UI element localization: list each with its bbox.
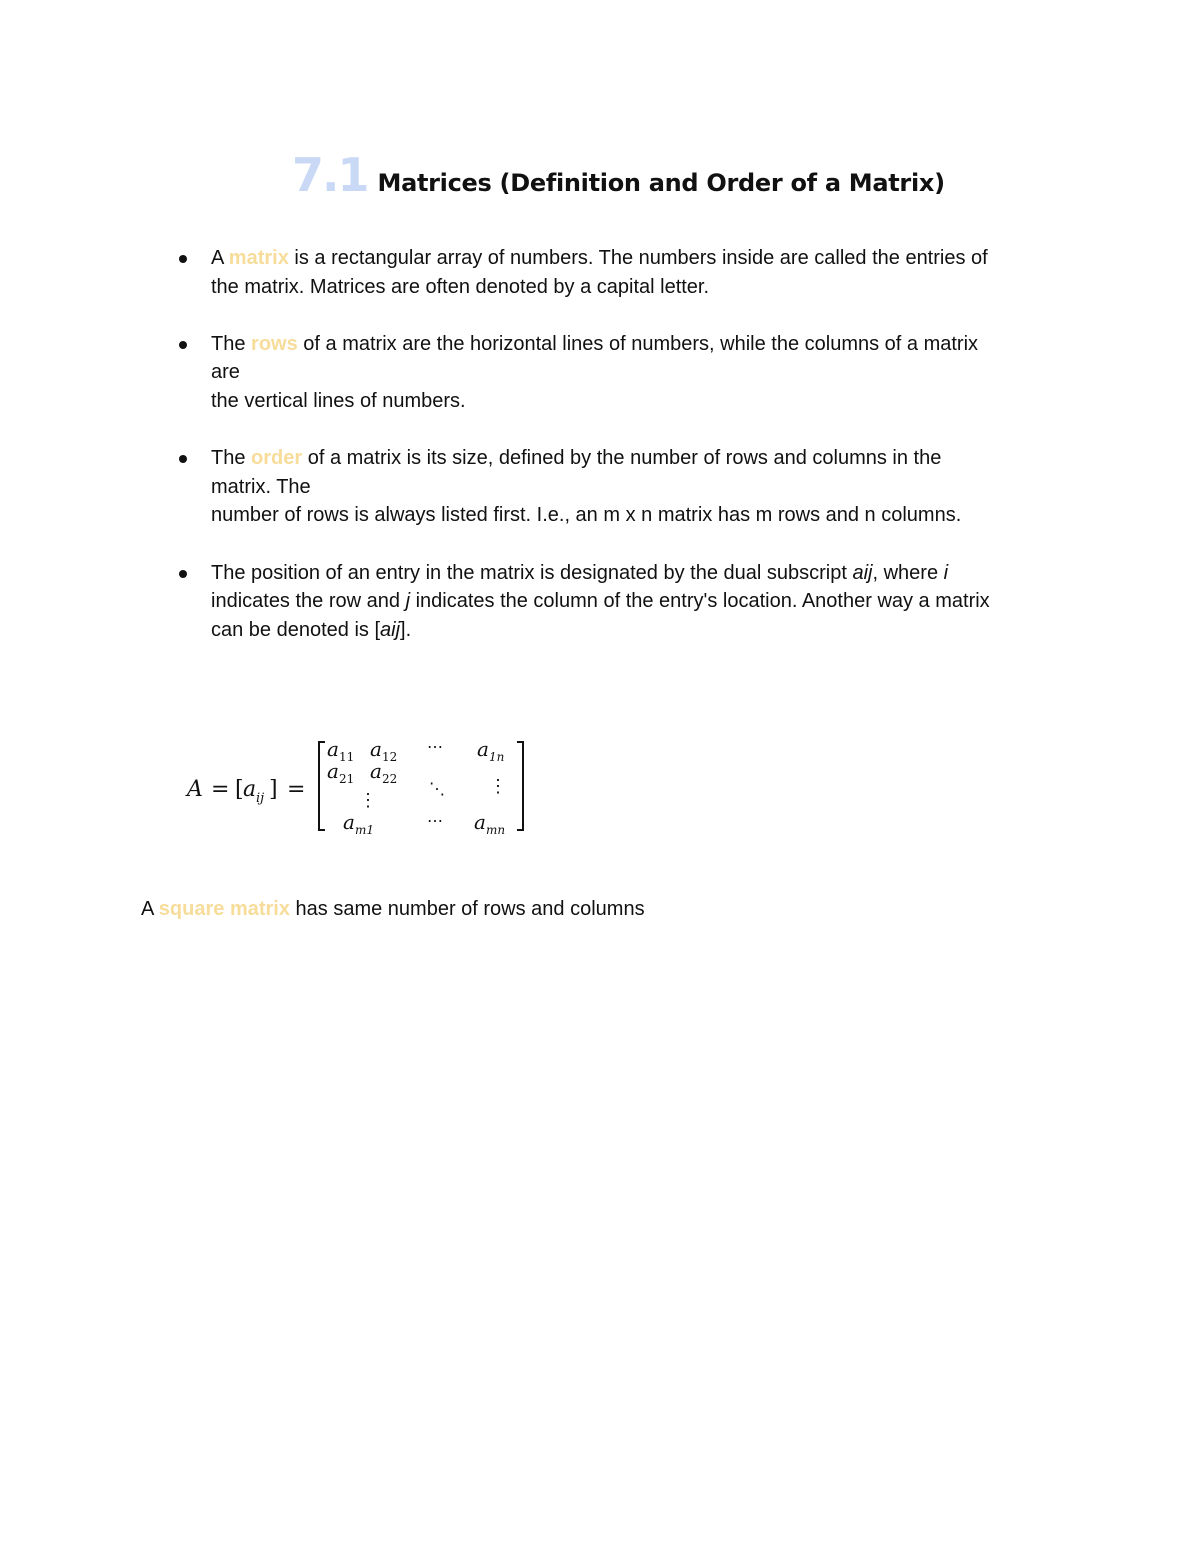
- highlighted-term: rows: [251, 332, 298, 355]
- text-run: matrix. The: [211, 475, 311, 498]
- entry-r4c3-dots: ⋯: [427, 811, 443, 830]
- entry-base: a: [343, 810, 355, 834]
- definition-list: [175, 244, 1075, 673]
- italic-term: j: [405, 590, 411, 613]
- bullet-line: [211, 244, 1075, 273]
- text-run: of a matrix are the horizontal lines of numbers, while the columns of a matrix: [297, 332, 979, 355]
- italic-term: aij: [380, 618, 401, 641]
- bullet-item: [175, 244, 1075, 301]
- text-run: A: [211, 247, 229, 269]
- highlighted-term: matrix: [228, 247, 289, 269]
- text-run: the vertical lines of numbers.: [211, 389, 466, 412]
- bullet-line: [211, 273, 1075, 302]
- entry-r2c3-diag-dots: ⋱: [429, 779, 445, 798]
- entry-sub-r4c4: mn: [486, 823, 506, 837]
- matrix-lhs: A: [187, 777, 203, 802]
- text-run: are: [211, 361, 240, 384]
- text-run: the matrix. Matrices are often denoted by a capital letter.: [211, 275, 710, 298]
- entry-base: a: [327, 737, 339, 761]
- text-run: ].: [400, 618, 412, 641]
- text-run: The: [211, 332, 252, 355]
- matrix-notation-figure: [185, 732, 530, 838]
- highlighted-term: order: [251, 447, 303, 470]
- equals-sign-2: =: [287, 777, 306, 802]
- entry-r3c1-vdots: ⋮: [359, 790, 377, 811]
- entry-sub-r1c1: 11: [339, 750, 355, 764]
- bullet-item: [175, 330, 1075, 416]
- section-title: Matrices (Definition and Order of a Matrix): [377, 169, 945, 197]
- text-run: can be denoted is [: [211, 618, 381, 641]
- bullet-line: [211, 616, 1075, 645]
- text-run: , where: [872, 561, 944, 584]
- entry-base: a: [474, 810, 486, 834]
- bullet-item: [175, 444, 1075, 530]
- entry-sub-r2c2: 22: [382, 772, 398, 786]
- lhs-base: a: [243, 777, 257, 802]
- bullet-line: [211, 501, 1075, 530]
- square-prefix: A: [141, 898, 159, 920]
- square-matrix-definition: [141, 898, 645, 921]
- entry-sub-r1c2: 12: [382, 750, 398, 764]
- lhs-bracket-close: ]: [269, 777, 278, 802]
- bullet-line: [211, 444, 1075, 473]
- lhs-index: ij: [256, 791, 265, 806]
- text-run: is a rectangular array of numbers. The numbers inside are called the entries of: [288, 247, 988, 269]
- entry-r2c4-vdots: ⋮: [489, 776, 507, 797]
- text-run: number of rows is always listed first. I.e., an m x n matrix has m rows and n columns.: [211, 504, 962, 527]
- entry-sub-r4c1: m1: [355, 823, 375, 837]
- text-run: The position of an entry in the matrix is designated by the dual subscript: [211, 561, 853, 584]
- bullet-item: [175, 559, 1075, 645]
- entry-base: a: [370, 759, 382, 783]
- bullet-line: [211, 358, 1075, 387]
- bullet-line: [211, 587, 1075, 616]
- matrix-left-bracket: [319, 742, 325, 830]
- italic-term: aij: [852, 561, 873, 584]
- matrix-right-bracket: [517, 742, 523, 830]
- bullet-line: [211, 330, 1075, 359]
- bullet-line: [211, 473, 1075, 502]
- text-run: indicates the row and: [211, 590, 406, 613]
- entry-r1c3-dots: ⋯: [427, 737, 443, 756]
- italic-term: i: [943, 561, 949, 584]
- text-run: of a matrix is its size, defined by the number of rows and columns in the: [302, 447, 942, 470]
- lhs-bracket-open: [: [235, 777, 244, 802]
- text-run: The: [211, 447, 252, 470]
- section-heading: [292, 148, 945, 202]
- bullet-line: [211, 559, 1075, 588]
- entry-base: a: [477, 737, 489, 761]
- section-number: 7.1: [292, 148, 368, 202]
- text-run: indicates the column of the entry's location. Another way a matrix: [410, 590, 990, 613]
- square-suffix: has same number of rows and columns: [289, 898, 645, 920]
- entry-sub-r2c1: 21: [339, 772, 355, 786]
- entry-base: a: [327, 759, 339, 783]
- entry-base: a: [370, 737, 382, 761]
- equals-sign-1: =: [211, 777, 230, 802]
- entry-sub-r1c4: 1n: [489, 750, 505, 764]
- square-matrix-term: square matrix: [158, 898, 290, 920]
- bullet-line: [211, 387, 1075, 416]
